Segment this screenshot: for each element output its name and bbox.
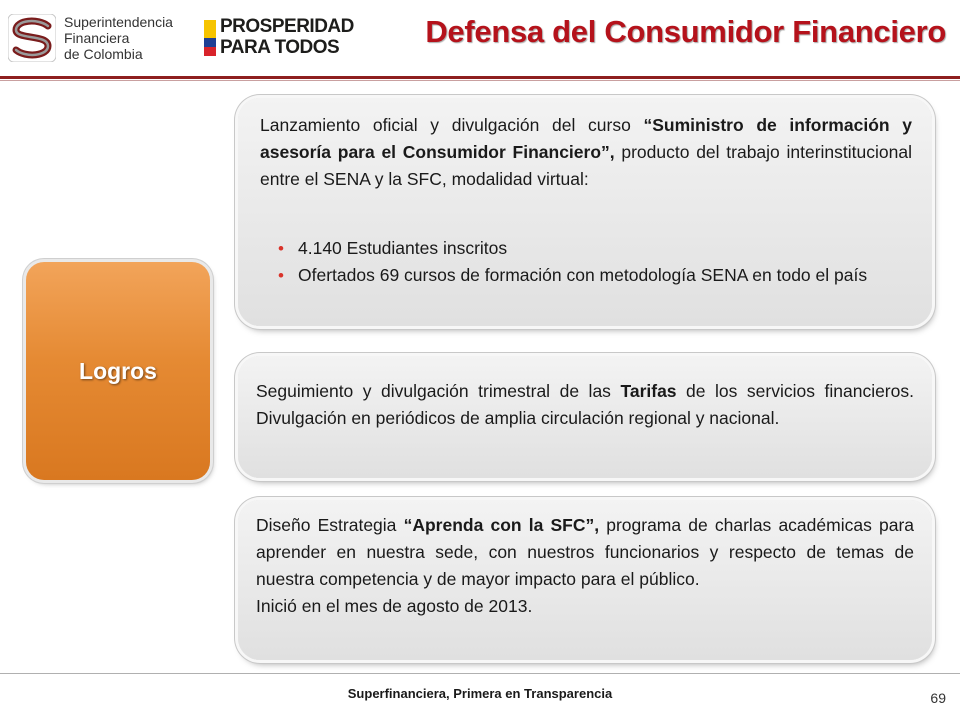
achievement-card-tarifas <box>238 356 932 478</box>
logros-label: Logros <box>79 358 157 384</box>
slide-header <box>0 0 960 80</box>
achievement-card-course <box>238 98 932 326</box>
sfc-logo-text: Superintendencia Financiera de Colombia <box>64 14 173 62</box>
bullet-dot-icon: • <box>278 266 284 285</box>
card-extra-line: Inició en el mes de agosto de 2013. <box>256 596 533 616</box>
card-bullet-list <box>278 236 912 290</box>
colombia-flag-stripes-icon <box>204 20 216 56</box>
title-divider-thin <box>0 80 960 81</box>
page-number: 69 <box>930 690 946 706</box>
logros-button[interactable] <box>26 262 210 480</box>
card-paragraph: Seguimiento y divulgación trimestral de las Tarifas de los servicios financieros. Divulgación en periódicos de amplia circulación regional y nacional. <box>256 381 914 428</box>
footer-divider <box>0 673 960 674</box>
prosperidad-logo <box>204 14 354 64</box>
sfc-logo <box>8 8 178 68</box>
list-item: • 4.140 Estudiantes inscritos <box>278 236 912 261</box>
achievement-card-aprenda <box>238 500 932 660</box>
card-paragraph: Diseño Estrategia “Aprenda con la SFC”, programa de charlas académicas para aprender en nuestra sede, con nuestros funcionarios y respecto de temas de nuestra competencia y de mayor impacto para el público. Inició en el mes de agosto de 2013. <box>256 515 914 616</box>
prosperidad-text: PROSPERIDAD PARA TODOS <box>220 16 354 58</box>
sfc-s-mark-icon <box>8 14 56 62</box>
bullet-dot-icon: • <box>278 239 284 258</box>
title-divider <box>0 76 960 79</box>
footer-slogan: Superfinanciera, Primera en Transparencia <box>347 686 613 701</box>
card-paragraph: Lanzamiento oficial y divulgación del curso “Suministro de información y asesoría para el Consumidor Financiero”, producto del trabajo interinstitucional entre el SENA y la SFC, modalidad virtual: <box>260 115 912 189</box>
page-title: Defensa del Consumidor Financiero <box>425 14 946 49</box>
list-item: • Ofertados 69 cursos de formación con metodología SENA en todo el país <box>278 263 912 288</box>
